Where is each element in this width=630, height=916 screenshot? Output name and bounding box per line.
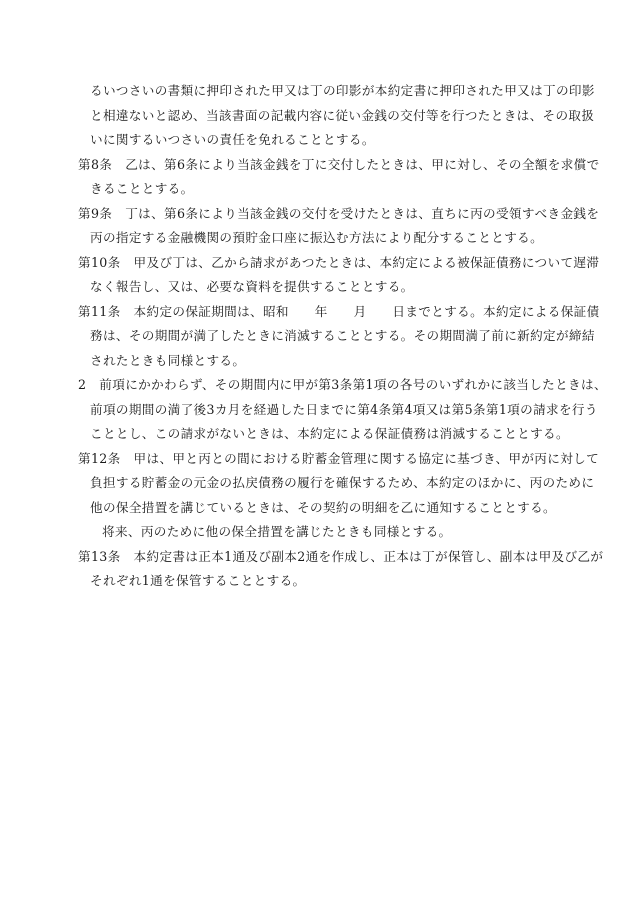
article-7-continuation-line-3: いに関するいつさいの責任を免れることとする。	[90, 132, 375, 147]
article-11-paragraph-2-line-2: 前項の期間の満了後3カ月を経過した日までに第4条第4項又は第5条第1項の請求を行う	[90, 402, 598, 417]
article-10-line-2: なく報告し、又は、必要な資料を提供することとする。	[90, 279, 414, 294]
article-13-line-1: 第13条 本約定書は正本1通及び副本2通を作成し、正本は丁が保管し、副本は甲及び乙が	[78, 549, 604, 564]
article-8-line-2: きることとする。	[90, 181, 194, 196]
article-8-line-1: 第8条 乙は、第6条により当該金銭を丁に交付したときは、甲に対し、その全額を求償で	[78, 157, 600, 172]
article-11-line-3: されたときも同様とする。	[90, 353, 246, 368]
article-10-line-1: 第10条 甲及び丁は、乙から請求があつたときは、本約定による被保証債務について遅滞	[78, 255, 600, 270]
article-12-line-2: 負担する貯蓄金の元金の払戻債務の履行を確保するため、本約定のほかに、丙のために	[90, 475, 595, 490]
article-11-paragraph-2-line-1: 2 前項にかかわらず、その期間内に甲が第3条第1項の各号のいずれかに該当したときは、	[78, 377, 607, 392]
article-7-continuation-line-1: るいつさいの書類に押印された甲又は丁の印影が本約定書に押印された甲又は丁の印影	[90, 83, 595, 98]
article-11-paragraph-2-line-3: こととし、この請求がないときは、本約定による保証債務は消滅することとする。	[90, 426, 569, 441]
article-9-line-1: 第9条 丁は、第6条により当該金銭の交付を受けたときは、直ちに丙の受領すべき金銭を	[78, 206, 600, 221]
article-7-continuation-line-2: と相違ないと認め、当該書面の記載内容に従い金銭の交付等を行つたときは、その取扱	[90, 108, 595, 123]
article-9-line-2: 丙の指定する金融機関の預貯金口座に振込む方法により配分することとする。	[90, 230, 544, 245]
article-11-line-2: 務は、その期間が満了したときに消滅することとする。その期間満了前に新約定が締結	[90, 328, 595, 343]
article-12-line-4: 将来、丙のために他の保全措置を講じたときも同様とする。	[102, 524, 452, 539]
article-12-line-1: 第12条 甲は、甲と丙との間における貯蓄金管理に関する協定に基づき、甲が丙に対して	[78, 451, 600, 466]
article-11-line-1: 第11条 本約定の保証期間は、昭和 年 月 日までとする。本約定による保証債	[78, 304, 600, 319]
article-12-line-3: 他の保全措置を講じているときは、その契約の明細を乙に通知することとする。	[90, 500, 556, 515]
article-13-line-2: それぞれ1通を保管することとする。	[90, 573, 306, 588]
